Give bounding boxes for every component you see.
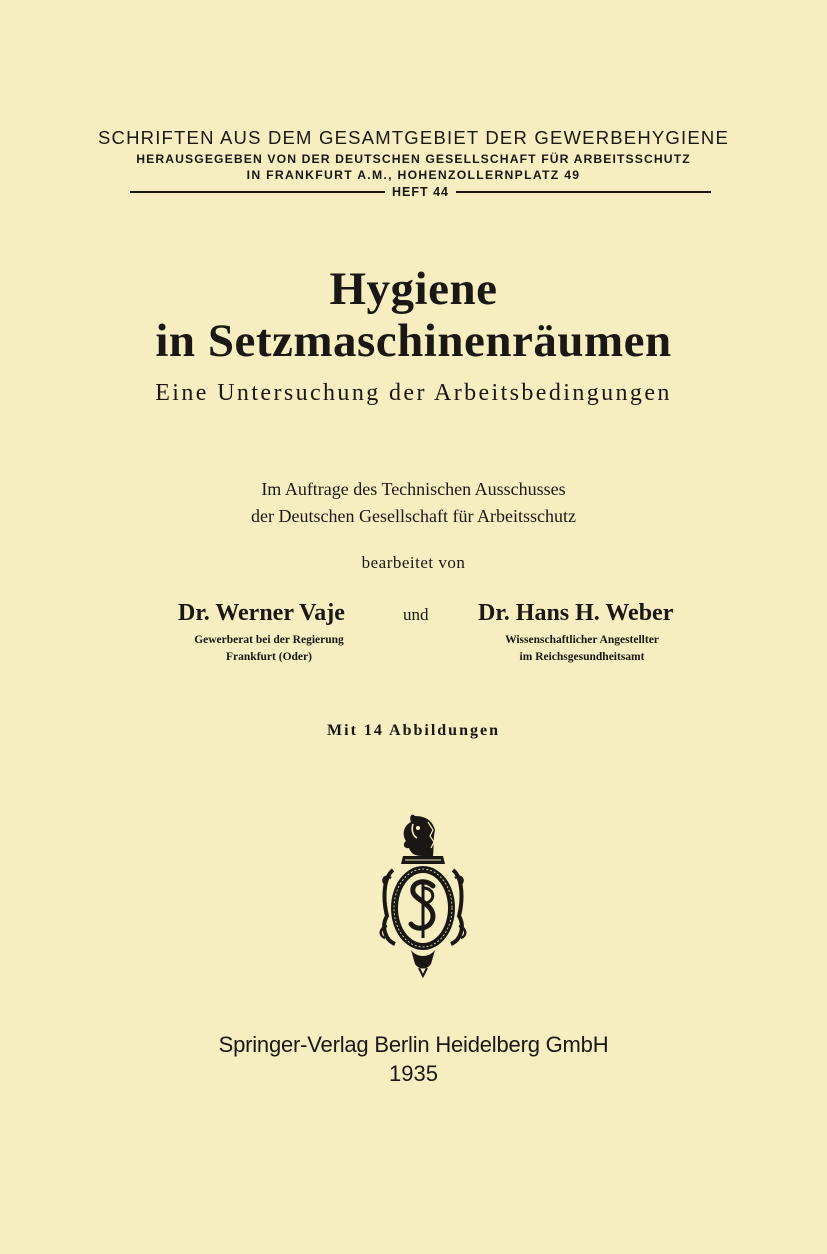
edited-by: bearbeitet von — [361, 553, 466, 572]
series-editor: HERAUSGEGEBEN VON DER DEUTSCHEN GESELLSCHAFT FÜR ARBEITSSCHUTZ — [136, 152, 691, 166]
author-1-affiliation-line1: Gewerberat bei der Regierung — [194, 634, 344, 646]
author-2-affiliation-line1: Wissenschaftlicher Angestellter — [505, 634, 659, 646]
figures-note: Mit 14 Abbildungen — [327, 722, 500, 739]
left-rule — [130, 191, 385, 193]
series-title: SCHRIFTEN AUS DEM GESAMTGEBIET DER GEWERBEHYGIENE — [97, 127, 730, 148]
book-title-line1: Hygiene — [329, 263, 498, 315]
author-2-name: Dr. Hans H. Weber — [478, 600, 674, 626]
author-2-affiliation-line2: im Reichsgesundheitsamt — [519, 651, 645, 663]
commission-line2: der Deutschen Gesellschaft für Arbeitsschutz — [251, 506, 576, 526]
series-address: IN FRANKFURT A.M., HOHENZOLLERNPLATZ 49 — [246, 168, 581, 182]
publisher-name: Springer-Verlag Berlin Heidelberg GmbH — [218, 1032, 609, 1057]
commission-line1: Im Auftrage des Technischen Ausschusses — [261, 479, 566, 499]
author-1-affiliation-line2: Frankfurt (Oder) — [226, 651, 312, 663]
right-rule — [456, 191, 711, 193]
book-title-line2: in Setzmaschinenräumen — [155, 315, 672, 367]
author-1-name: Dr. Werner Vaje — [178, 600, 345, 626]
publication-year: 1935 — [389, 1061, 438, 1086]
author-conjunction: und — [403, 605, 429, 624]
springer-knight-logo-icon — [373, 808, 473, 978]
issue-number: HEFT 44 — [392, 185, 450, 199]
book-subtitle: Eine Untersuchung der Arbeitsbedingungen — [155, 380, 672, 406]
issue-rule-row — [130, 184, 711, 200]
